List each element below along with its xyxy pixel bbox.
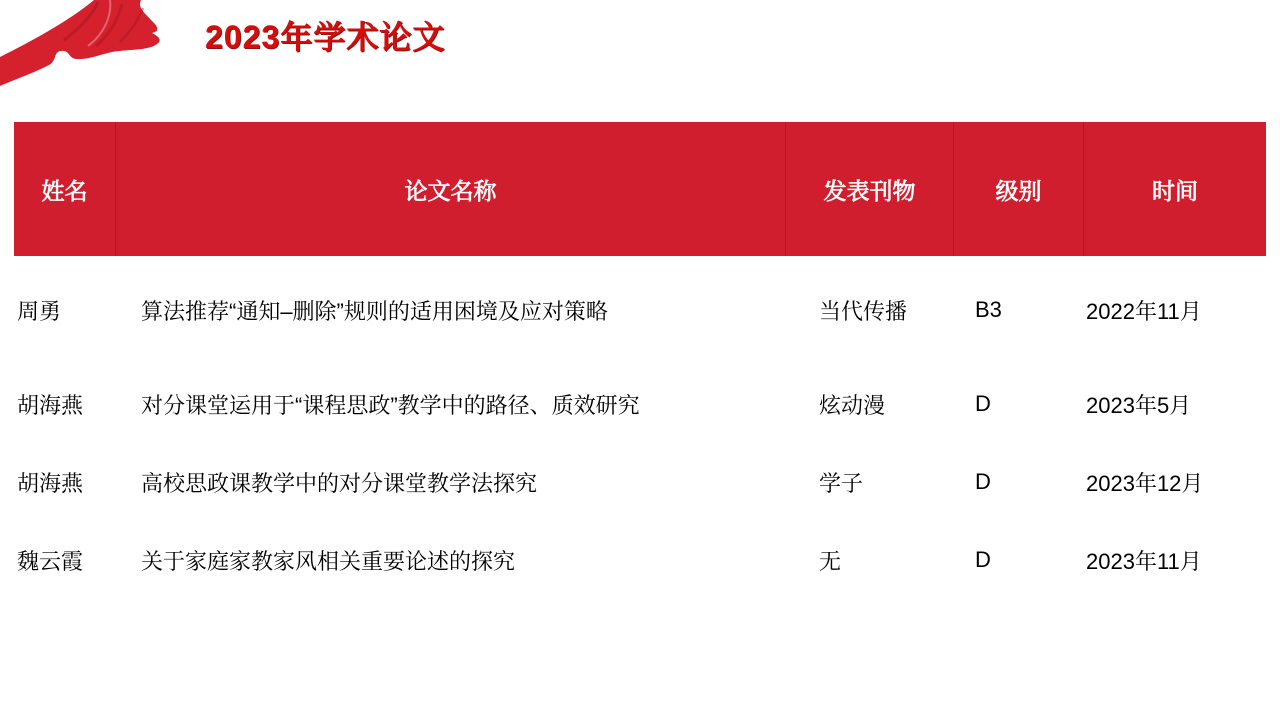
table-row [14,520,1266,600]
table-header-row [14,122,1266,256]
cell-date: 2022年11月 [1086,298,1202,324]
table-row [14,256,1266,364]
table-row [14,444,1266,520]
cell-journal: 当代传播 [819,298,908,324]
cell-author-name: 胡海燕 [17,470,84,496]
cell-level: B3 [975,297,1002,322]
column-header-level: 级别 [953,122,1083,256]
table-body [14,256,1266,600]
column-header-journal: 发表刊物 [785,122,953,256]
page-title: 2023年学术论文 [205,19,446,55]
cell-author-name: 胡海燕 [17,392,84,418]
cell-journal: 炫动漫 [819,392,886,418]
cell-author-name: 周勇 [17,298,62,324]
column-header-date: 时间 [1083,122,1266,256]
cell-paper-title: 对分课堂运用于“课程思政”教学中的路径、质效研究 [141,392,640,418]
cell-date: 2023年5月 [1086,392,1192,418]
cell-journal: 无 [819,548,842,574]
cell-date: 2023年11月 [1086,548,1202,574]
cell-level: D [975,469,991,494]
papers-table [14,122,1266,600]
cell-paper-title: 关于家庭家教家风相关重要论述的探究 [141,548,516,574]
cell-author-name: 魏云霞 [17,548,84,574]
column-header-name: 姓名 [41,177,88,204]
cell-level: D [975,391,991,416]
cell-journal: 学子 [819,470,864,496]
column-header-paper-title: 论文名称 [115,122,785,256]
cell-level: D [975,547,991,572]
cell-date: 2023年12月 [1086,470,1204,496]
red-flag-icon [0,0,168,90]
cell-paper-title: 高校思政课教学中的对分课堂教学法探究 [141,470,538,496]
cell-paper-title: 算法推荐“通知–删除”规则的适用困境及应对策略 [141,298,608,324]
table-row [14,364,1266,444]
